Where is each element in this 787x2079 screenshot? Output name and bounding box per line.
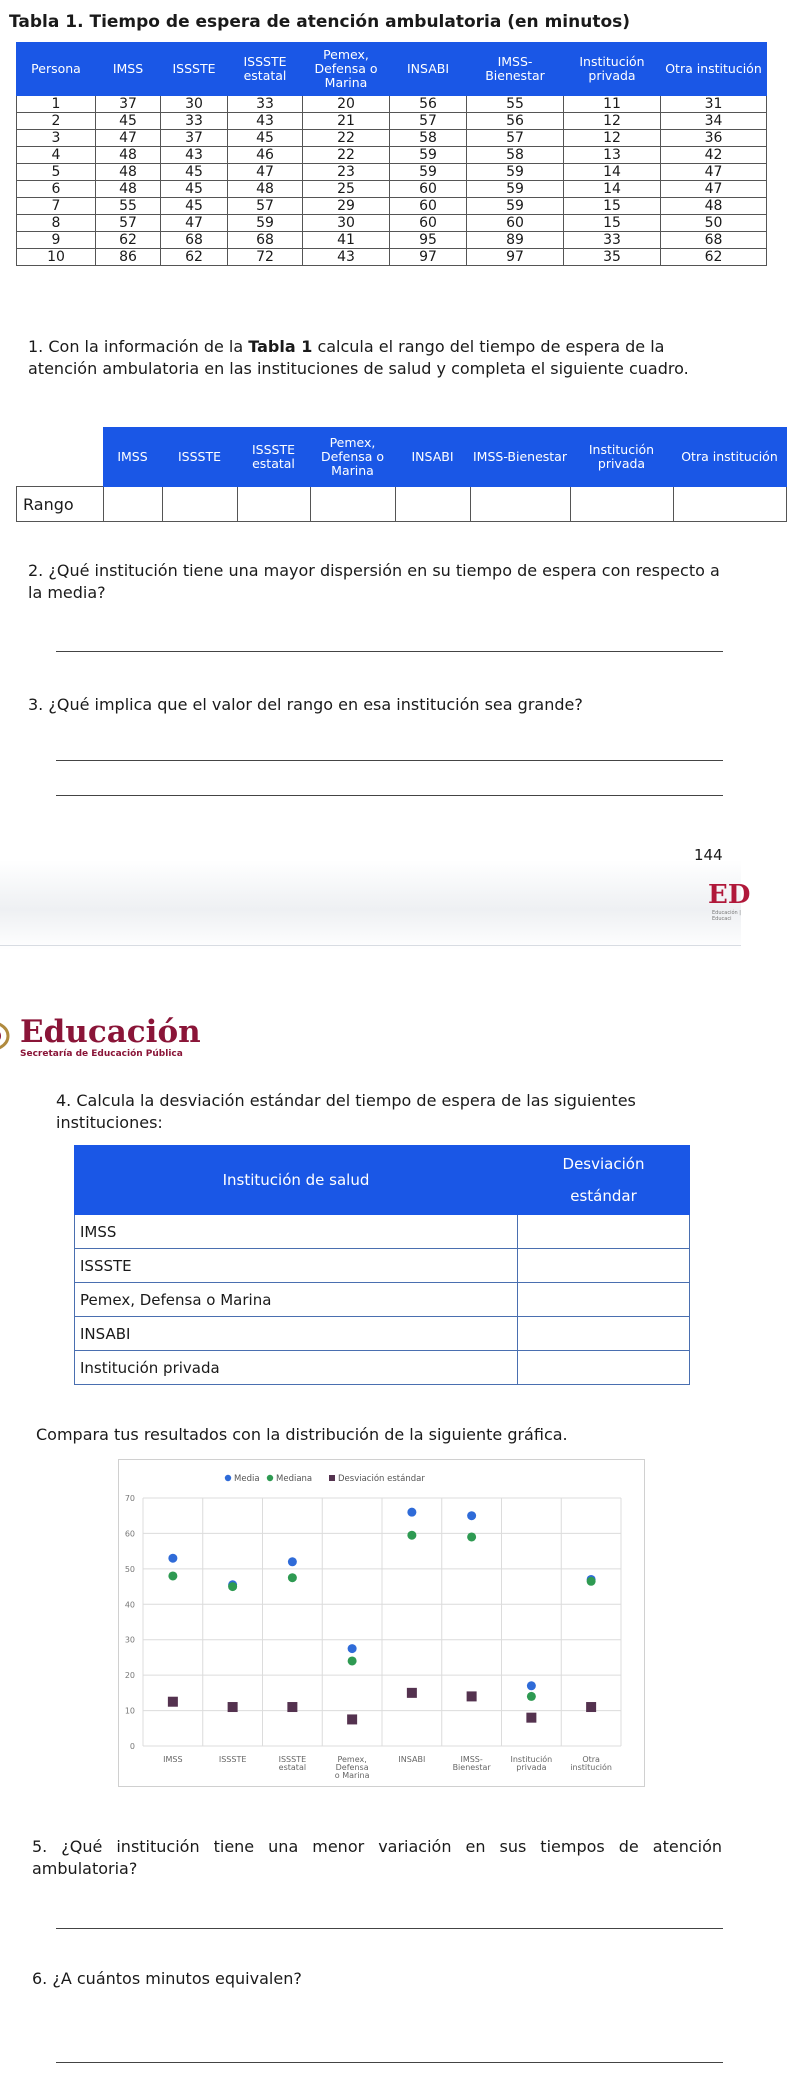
table1-header-cell: INSABI: [390, 43, 467, 96]
data-point-mean: [467, 1511, 476, 1520]
std-dev-answer-cell[interactable]: [518, 1249, 690, 1283]
std-dev-table: [74, 1145, 690, 1385]
legend-marker: [225, 1475, 231, 1481]
legend-marker: [267, 1475, 273, 1481]
institution-name-cell: Institución privada: [75, 1351, 518, 1385]
range-row: [17, 487, 787, 522]
y-tick-label: 20: [124, 1671, 135, 1681]
table1-cell: 60: [467, 215, 564, 232]
table-row: [17, 147, 767, 164]
table1-cell: 13: [564, 147, 661, 164]
table1-cell: 59: [390, 147, 467, 164]
table-row: [17, 232, 767, 249]
table1-cell: 11: [564, 96, 661, 113]
footer-logo: ED: [708, 880, 751, 910]
table1-cell: 30: [303, 215, 390, 232]
table1-cell: 68: [661, 232, 767, 249]
compare-instruction: Compara tus resultados con la distribución de la siguiente gráfica.: [36, 1425, 568, 1444]
x-tick-label: INSABI: [398, 1755, 426, 1764]
x-tick-label: ISSSTE: [218, 1755, 247, 1764]
table2-header-cell: Otra institución: [673, 428, 786, 487]
table1-cell: 43: [303, 249, 390, 266]
table1-cell: 8: [17, 215, 96, 232]
data-point-stddev: [467, 1691, 477, 1701]
table1-cell: 5: [17, 164, 96, 181]
table1-cell: 43: [161, 147, 228, 164]
data-point-stddev: [347, 1714, 357, 1724]
table1-cell: 37: [161, 130, 228, 147]
question-2: 2. ¿Qué institución tiene una mayor dispersión en su tiempo de espera con respecto a la media?: [28, 561, 720, 602]
table1-header-cell: Pemex, Defensa o Marina: [303, 43, 390, 96]
table-row: [17, 198, 767, 215]
table1-cell: 55: [467, 96, 564, 113]
table1-cell: 58: [390, 130, 467, 147]
institution-name-cell: ISSSTE: [75, 1249, 518, 1283]
answer-line-q3-a[interactable]: [56, 760, 723, 761]
data-point-median: [228, 1582, 237, 1591]
page-separator: [0, 945, 741, 946]
table1-cell: 10: [17, 249, 96, 266]
table1-cell: 62: [161, 249, 228, 266]
question-1-text-post: calcula el rango del tiempo de espera de la atención ambulatoria en las instituciones de salud y completa el siguiente cuadro.: [28, 337, 689, 378]
table2-header-cell: ISSSTE: [162, 428, 237, 487]
table1-cell: 59: [390, 164, 467, 181]
std-dev-answer-cell[interactable]: [518, 1215, 690, 1249]
table3-header-stddev: [518, 1146, 690, 1215]
x-tick-label: Pemex, Defensa o Marina: [334, 1755, 370, 1780]
range-answer-cell[interactable]: [162, 487, 237, 522]
table-row: [17, 164, 767, 181]
legend-label: Media: [234, 1474, 260, 1484]
table-row: [75, 1317, 690, 1351]
data-point-stddev: [168, 1697, 178, 1707]
range-answer-cell[interactable]: [470, 487, 570, 522]
institution-name-cell: INSABI: [75, 1317, 518, 1351]
range-answer-cell[interactable]: [673, 487, 786, 522]
table-row: [17, 96, 767, 113]
table1-cell: 57: [228, 198, 303, 215]
legend-label: Mediana: [276, 1474, 313, 1484]
table1-cell: 57: [467, 130, 564, 147]
table1-cell: 47: [661, 181, 767, 198]
table1-cell: 47: [161, 215, 228, 232]
table1-cell: 37: [96, 96, 161, 113]
question-3: 3. ¿Qué implica que el valor del rango en esa institución sea grande?: [28, 695, 583, 714]
data-point-mean: [288, 1557, 297, 1566]
legend-marker: [329, 1475, 335, 1481]
table1-cell: 46: [228, 147, 303, 164]
sep-emblem-icon: [0, 1016, 12, 1056]
table1-cell: 60: [390, 198, 467, 215]
table1-cell: 48: [661, 198, 767, 215]
answer-line-q2[interactable]: [56, 651, 723, 652]
table2-header-cell: INSABI: [395, 428, 470, 487]
table1-cell: 62: [96, 232, 161, 249]
answer-line-q3-b[interactable]: [56, 795, 723, 796]
table3-header-institution: Institución de salud: [75, 1146, 518, 1215]
y-tick-label: 40: [124, 1600, 135, 1610]
table1-header-cell: IMSS-Bienestar: [467, 43, 564, 96]
table1-cell: 21: [303, 113, 390, 130]
table1-cell: 45: [96, 113, 161, 130]
table1-cell: 45: [161, 164, 228, 181]
table1-cell: 22: [303, 130, 390, 147]
data-point-median: [407, 1531, 416, 1540]
table2-header-cell: Pemex, Defensa o Marina: [310, 428, 395, 487]
question-4: 4. Calcula la desviación estándar del tiempo de espera de las siguientes instituciones:: [56, 1091, 636, 1132]
table2-header-cell: IMSS-Bienestar: [470, 428, 570, 487]
table1-cell: 30: [161, 96, 228, 113]
table1-cell: 59: [228, 215, 303, 232]
table1-cell: 14: [564, 164, 661, 181]
table1-cell: 33: [228, 96, 303, 113]
table3-header-row: [75, 1146, 690, 1215]
table1-cell: 6: [17, 181, 96, 198]
wait-time-table: [16, 42, 767, 266]
table1-cell: 36: [661, 130, 767, 147]
footer-logo-caption: Educación | Educaci: [712, 910, 741, 922]
table1-cell: 57: [96, 215, 161, 232]
data-point-stddev: [407, 1688, 417, 1698]
table-row: [75, 1215, 690, 1249]
data-point-mean: [348, 1644, 357, 1653]
table-row: [17, 113, 767, 130]
table1-cell: 14: [564, 181, 661, 198]
table-row: [75, 1249, 690, 1283]
table1-header-cell: ISSSTE: [161, 43, 228, 96]
table1-cell: 55: [96, 198, 161, 215]
table1-cell: 59: [467, 198, 564, 215]
table1-cell: 45: [228, 130, 303, 147]
table1-cell: 12: [564, 130, 661, 147]
table1-cell: 23: [303, 164, 390, 181]
data-point-median: [467, 1532, 476, 1541]
y-tick-label: 50: [124, 1564, 135, 1574]
table1-cell: 43: [228, 113, 303, 130]
table1-cell: 68: [161, 232, 228, 249]
table1-cell: 4: [17, 147, 96, 164]
table1-header-cell: Otra institución: [661, 43, 767, 96]
table1-cell: 60: [390, 215, 467, 232]
question-1-text-pre: Con la información de la: [48, 337, 249, 356]
table1-cell: 95: [390, 232, 467, 249]
table-row: [17, 249, 767, 266]
table2-header-cell: IMSS: [103, 428, 162, 487]
table-row: [17, 181, 767, 198]
range-answer-cell[interactable]: [310, 487, 395, 522]
y-tick-label: 30: [124, 1635, 135, 1645]
table1-cell: 15: [564, 215, 661, 232]
table1-cell: 15: [564, 198, 661, 215]
answer-line-q5[interactable]: [56, 1928, 723, 1929]
table1-cell: 9: [17, 232, 96, 249]
std-dev-answer-cell[interactable]: [518, 1351, 690, 1385]
data-point-median: [527, 1692, 536, 1701]
table1-header-cell: Persona: [17, 43, 96, 96]
data-point-mean: [527, 1681, 536, 1690]
table1-cell: 97: [390, 249, 467, 266]
range-table: [16, 427, 787, 522]
table1-cell: 47: [228, 164, 303, 181]
table1-cell: 12: [564, 113, 661, 130]
table1-cell: 3: [17, 130, 96, 147]
table1-cell: 57: [390, 113, 467, 130]
x-tick-label: ISSSTE estatal: [278, 1755, 307, 1772]
table1-cell: 47: [661, 164, 767, 181]
table1-cell: 45: [161, 181, 228, 198]
question-1: [28, 336, 728, 380]
data-point-stddev: [287, 1702, 297, 1712]
data-point-stddev: [228, 1702, 238, 1712]
table1-cell: 25: [303, 181, 390, 198]
data-point-stddev: [526, 1713, 536, 1723]
x-tick-label: IMSS: [163, 1755, 183, 1764]
data-point-median: [288, 1573, 297, 1582]
range-answer-cell[interactable]: [237, 487, 310, 522]
table1-cell: 20: [303, 96, 390, 113]
data-point-median: [168, 1571, 177, 1580]
table1-cell: 47: [96, 130, 161, 147]
chart-container: [118, 1459, 645, 1787]
table1-header-row: [17, 43, 767, 96]
table1-cell: 86: [96, 249, 161, 266]
range-answer-cell[interactable]: [103, 487, 162, 522]
table1-cell: 89: [467, 232, 564, 249]
table3-body: [75, 1215, 690, 1385]
table-row: [17, 130, 767, 147]
data-point-mean: [407, 1508, 416, 1517]
table1-body: [17, 96, 767, 266]
table-row: [75, 1283, 690, 1317]
x-tick-label: Institución privada: [510, 1755, 553, 1772]
question-1-number: 1.: [28, 337, 44, 356]
table3-header-stddev-text: Desviación estándar: [562, 1155, 645, 1205]
range-row-label: Rango: [17, 487, 104, 522]
y-tick-label: 0: [129, 1742, 135, 1751]
table1-cell: 31: [661, 96, 767, 113]
answer-line-q6[interactable]: [56, 2062, 723, 2063]
table-row: [75, 1351, 690, 1385]
page-break-band: [0, 860, 741, 950]
table1-cell: 72: [228, 249, 303, 266]
table2-header-row: [17, 428, 787, 487]
table1-cell: 48: [228, 181, 303, 198]
table1-header-cell: IMSS: [96, 43, 161, 96]
table1-cell: 35: [564, 249, 661, 266]
y-tick-label: 70: [124, 1494, 135, 1503]
std-dev-answer-cell[interactable]: [518, 1317, 690, 1351]
table1-cell: 62: [661, 249, 767, 266]
table2-header-cell: ISSSTE estatal: [237, 428, 310, 487]
table1-cell: 48: [96, 147, 161, 164]
table1-cell: 60: [390, 181, 467, 198]
range-answer-cell[interactable]: [395, 487, 470, 522]
distribution-chart: [119, 1460, 644, 1786]
table1-cell: 7: [17, 198, 96, 215]
table1-cell: 50: [661, 215, 767, 232]
x-tick-label: Otra institución: [570, 1755, 612, 1772]
table2-corner: [17, 428, 104, 487]
institution-name-cell: Pemex, Defensa o Marina: [75, 1283, 518, 1317]
table1-cell: 59: [467, 164, 564, 181]
x-tick-label: IMSS-Bienestar: [452, 1755, 491, 1772]
data-point-median: [587, 1577, 596, 1586]
table1-cell: 56: [467, 113, 564, 130]
table1-cell: 42: [661, 147, 767, 164]
std-dev-answer-cell[interactable]: [518, 1283, 690, 1317]
question-5: 5. ¿Qué institución tiene una menor variación en sus tiempos de atención ambulatoria?: [32, 1837, 722, 1878]
data-point-median: [348, 1656, 357, 1665]
institution-name-cell: IMSS: [75, 1215, 518, 1249]
legend-label: Desviación estándar: [338, 1474, 425, 1484]
table1-cell: 97: [467, 249, 564, 266]
range-answer-cell[interactable]: [570, 487, 673, 522]
table1-cell: 22: [303, 147, 390, 164]
table-row: [17, 215, 767, 232]
table1-cell: 2: [17, 113, 96, 130]
table1-cell: 56: [390, 96, 467, 113]
table1-cell: 45: [161, 198, 228, 215]
data-point-stddev: [586, 1702, 596, 1712]
table1-cell: 59: [467, 181, 564, 198]
table1-cell: 58: [467, 147, 564, 164]
table1-cell: 48: [96, 181, 161, 198]
table1-cell: 33: [161, 113, 228, 130]
page-number: 144: [694, 846, 723, 864]
header-subtitle: Secretaría de Educación Pública: [20, 1049, 183, 1059]
table1-cell: 33: [564, 232, 661, 249]
table1-header-cell: Institución privada: [564, 43, 661, 96]
table1-header-cell: ISSSTE estatal: [228, 43, 303, 96]
data-point-mean: [168, 1554, 177, 1563]
question-1-table-ref: Tabla 1: [248, 337, 313, 356]
table1-cell: 29: [303, 198, 390, 215]
header-title: Educación: [20, 1014, 201, 1050]
table2-header-cell: Institución privada: [570, 428, 673, 487]
y-tick-label: 10: [124, 1706, 135, 1716]
y-tick-label: 60: [124, 1529, 135, 1539]
table1-cell: 34: [661, 113, 767, 130]
table1-cell: 68: [228, 232, 303, 249]
table1-cell: 1: [17, 96, 96, 113]
table1-cell: 41: [303, 232, 390, 249]
table1-cell: 48: [96, 164, 161, 181]
question-6: 6. ¿A cuántos minutos equivalen?: [32, 1969, 302, 1988]
table1-title: Tabla 1. Tiempo de espera de atención ambulatoria (en minutos): [9, 12, 631, 32]
